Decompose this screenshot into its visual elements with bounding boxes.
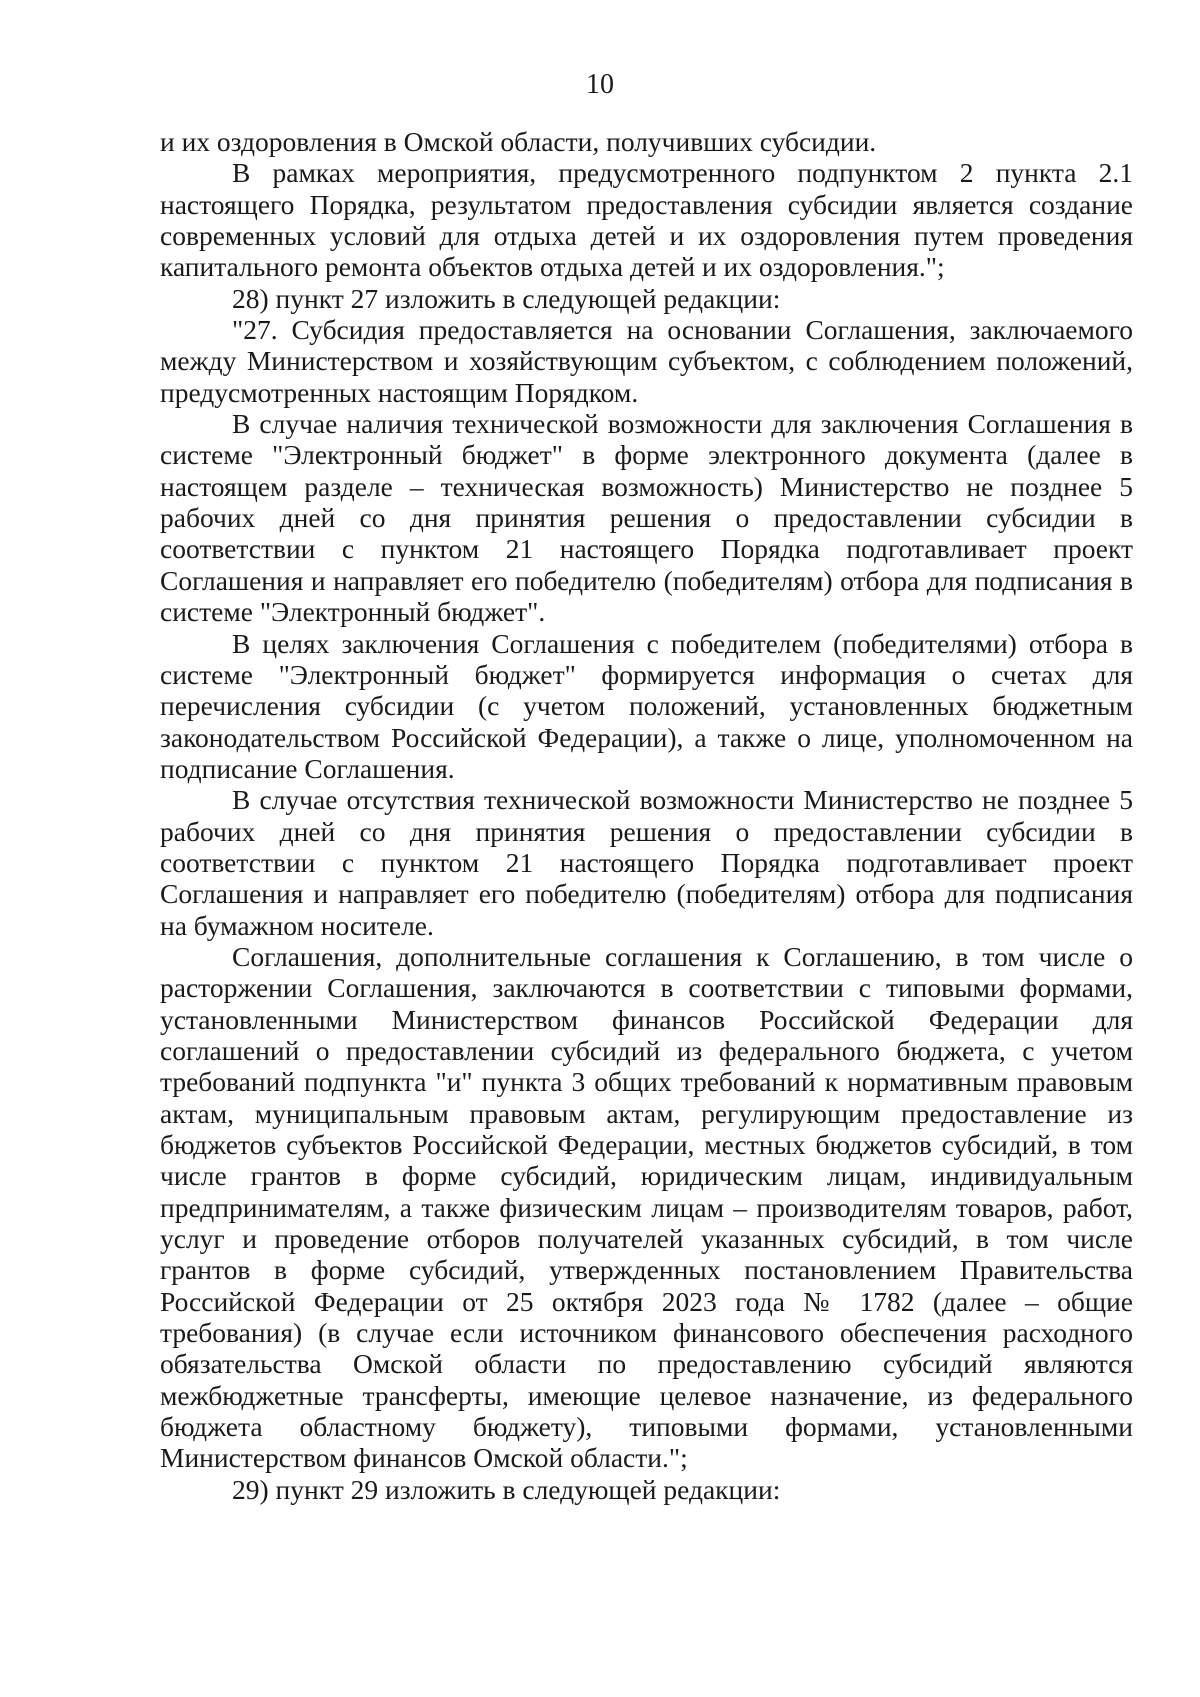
page-number: 10	[586, 69, 614, 100]
paragraph: В рамках мероприятия, предусмотренного подпунктом 2 пункта 2.1 настоящего Порядка, результатом предоставления субсидии является создание современных условий для отдыха детей и их оздоровления путем проведения капитального ремонта объектов отдыха детей и их оздоровления.";	[160, 157, 1133, 283]
paragraph: Соглашения, дополнительные соглашения к Соглашению, в том числе о расторжении Соглашения, заключаются в соответствии с типовыми формами, установленными Министерством финансов Российской Федерации для соглашений о предоставлении субсидий из федерального бюджета, с учетом требований подпункта "и" пункта 3 общих требований к нормативным правовым актам, муниципальным правовым актам, регулирующим предоставление из бюджетов субъектов Российской Федерации, местных бюджетов субсидий, в том числе грантов в форме субсидий, юридическим лицам, индивидуальным предпринимателям, а также физическим лицам – производителям товаров, работ, услуг и проведение отборов получателей указанных субсидий, в том числе грантов в форме субсидий, утвержденных постановлением Правительства Российской Федерации от 25 октября 2023 года № 1782 (далее – общие требования) (в случае если источником финансового обеспечения расходного обязательства Омской области по предоставлению субсидий являются межбюджетные трансферты, имеющие целевое назначение, из федерального бюджета областному бюджету), типовыми формами, установленными Министерством финансов Омской области.";	[160, 940, 1133, 1474]
paragraph: и их оздоровления в Омской области, получивших субсидии.	[160, 126, 877, 157]
paragraph: "27. Субсидия предоставляется на основании Соглашения, заключаемого между Министерством и хозяйствующим субъектом, с соблюдением положений, предусмотренных настоящим Порядком.	[160, 314, 1133, 408]
paragraph: В случае отсутствия технической возможности Министерство не позднее 5 рабочих дней со дня принятия решения о предоставлении субсидии в соответствии с пунктом 21 настоящего Порядка подготавливает проект Соглашения и направляет его победителю (победителям) отбора для подписания на бумажном носителе.	[160, 784, 1133, 941]
paragraph: 28) пункт 27 изложить в следующей редакции:	[232, 282, 781, 314]
paragraph: 29) пункт 29 изложить в следующей редакции:	[232, 1473, 781, 1505]
document-body	[160, 126, 1133, 1505]
paragraph: В целях заключения Соглашения с победителем (победителями) отбора в системе "Электронный бюджет" формируется информация о счетах для перечисления субсидии (с учетом положений, установленных бюджетным законодательством Российской Федерации), а также о лице, уполномоченном на подписание Соглашения.	[160, 627, 1133, 784]
paragraph: В случае наличия технической возможности для заключения Соглашения в системе "Электронный бюджет" в форме электронного документа (далее в настоящем разделе – техническая возможность) Министерство не позднее 5 рабочих дней со дня принятия решения о предоставлении субсидии в соответствии с пунктом 21 настоящего Порядка подготавливает проект Соглашения и направляет его победителю (победителям) отбора для подписания в системе "Электронный бюджет".	[160, 408, 1133, 628]
